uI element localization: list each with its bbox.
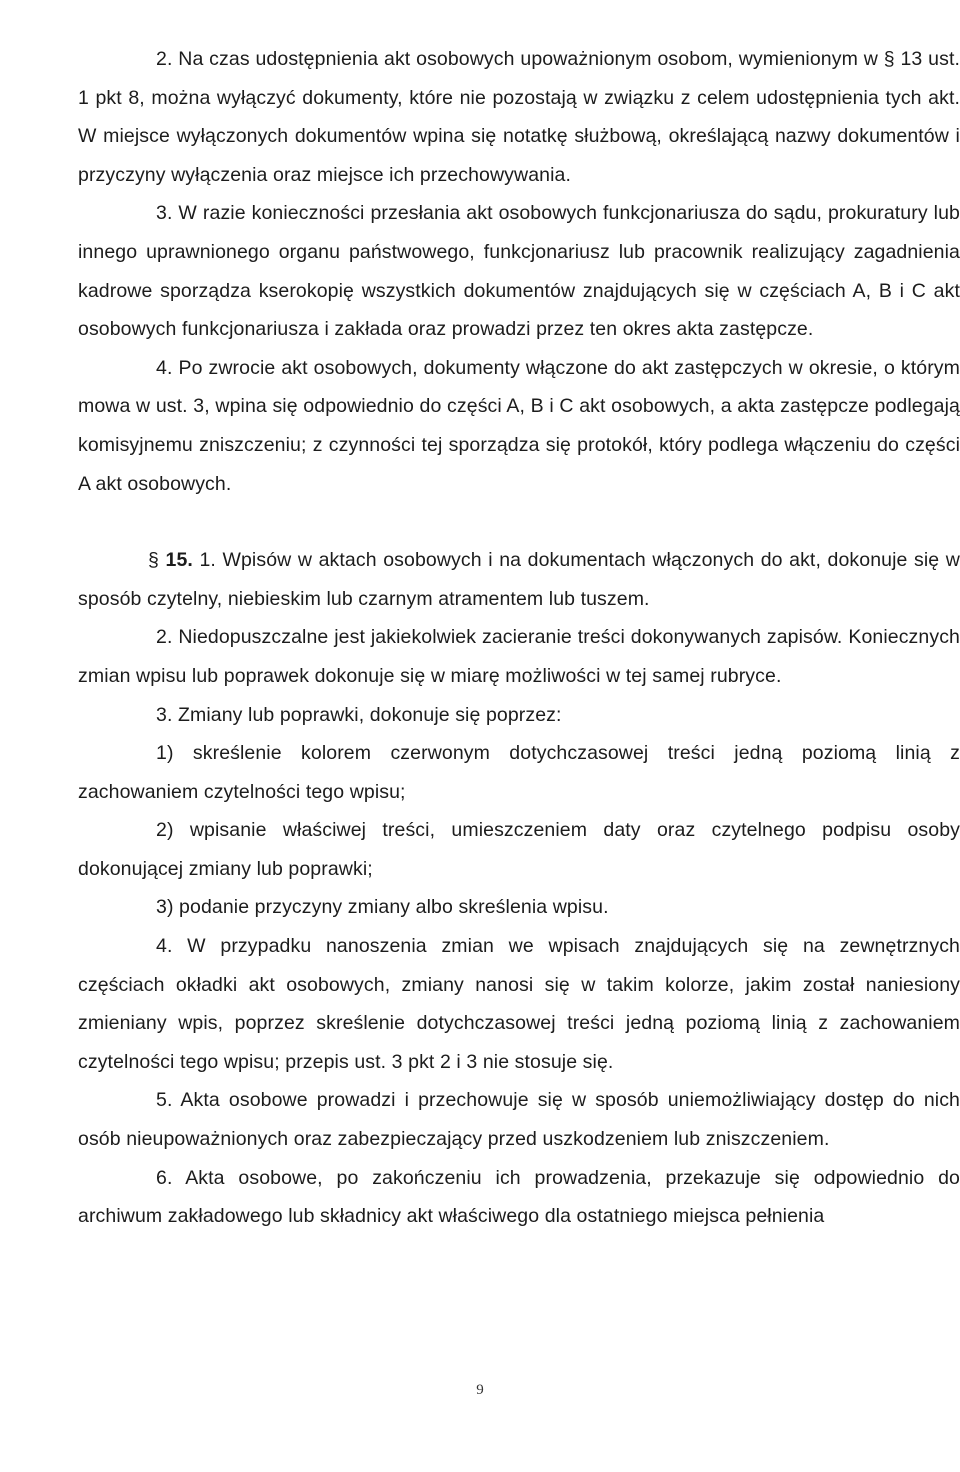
- list-item-15-3-3: 3) podanie przyczyny zmiany albo skreślenia wpisu.: [156, 896, 609, 919]
- list-item-15-3-2: 2) wpisanie właściwej treści, umieszczeniem daty oraz czytelnego podpisu osoby dokonującej zmiany lub poprawki;: [78, 819, 960, 880]
- paragraph-14-3: 3. W razie konieczności przesłania akt osobowych funkcjonariusza do sądu, prokuratury lub innego uprawnionego organu państwowego, funkcjonariusz lub pracownik realizujący zagadnienia kadrowe sporządza kserokopię wszystkich dokumentów znajdujących się w częściach A, B i C akt osobowych funkcjonariusza i zakłada oraz prowadzi przez ten okres akta zastępcze.: [78, 202, 960, 341]
- section-mark: §: [148, 549, 159, 572]
- document-page: [78, 40, 960, 1236]
- page-number: 9: [476, 1382, 484, 1398]
- paragraph-15-6: 6. Akta osobowe, po zakończeniu ich prowadzenia, przekazuje się odpowiednio do archiwum zakładowego lub składnicy akt właściwego dla ostatniego miejsca pełnienia: [78, 1166, 960, 1228]
- list-item-15-3-1: 1) skreślenie kolorem czerwonym dotychczasowej treści jedną poziomą linią z zachowaniem czytelności tego wpisu;: [78, 742, 960, 803]
- paragraph-15-4: 4. W przypadku nanoszenia zmian we wpisach znajdujących się na zewnętrznych częściach okładki akt osobowych, zmiany nanosi się w takim kolorze, jakim został naniesiony zmieniany wpis, poprzez skreślenie dotychczasowej treści jedną poziomą linią z zachowaniem czytelności tego wpisu; przepis ust. 3 pkt 2 i 3 nie stosuje się.: [78, 935, 960, 1073]
- paragraph-15-5: 5. Akta osobowe prowadzi i przechowuje się w sposób uniemożliwiający dostęp do nich osób nieupoważnionych oraz zabezpieczający przed uszkodzeniem lub zniszczeniem.: [78, 1089, 960, 1151]
- paragraph-14-4: 4. Po zwrocie akt osobowych, dokumenty włączone do akt zastępczych w okresie, o którym mowa w ust. 3, wpina się odpowiednio do części A, B i C akt osobowych, a akta zastępcze podlegają komisyjnemu zniszczeniu; z czynności tej sporządza się protokół, który podlega włączeniu do części A akt osobowych.: [78, 356, 960, 495]
- section-15-paragraph-1: [78, 541, 960, 618]
- paragraph-15-3: 3. Zmiany lub poprawki, dokonuje się poprzez:: [156, 703, 562, 726]
- section-15-text: 1. Wpisów w aktach osobowych i na dokumentach włączonych do akt, dokonuje się w sposób czytelny, niebieskim lub czarnym atramentem lub tuszem.: [78, 549, 960, 610]
- section-number: 15.: [165, 549, 193, 572]
- paragraph-15-2: 2. Niedopuszczalne jest jakiekolwiek zacieranie treści dokonywanych zapisów. Koniecznych zmian wpisu lub poprawek dokonuje się w miarę możliwości w tej samej rubryce.: [78, 626, 960, 687]
- paragraph-14-2: 2. Na czas udostępnienia akt osobowych upoważnionym osobom, wymienionym w § 13 ust. 1 pkt 8, można wyłączyć dokumenty, które nie pozostają w związku z celem udostępnienia tych akt. W miejsce wyłączonych dokumentów wpina się notatkę służbową, określającą nazwy dokumentów i przyczyny wyłączenia oraz miejsce ich przechowywania.: [78, 48, 960, 186]
